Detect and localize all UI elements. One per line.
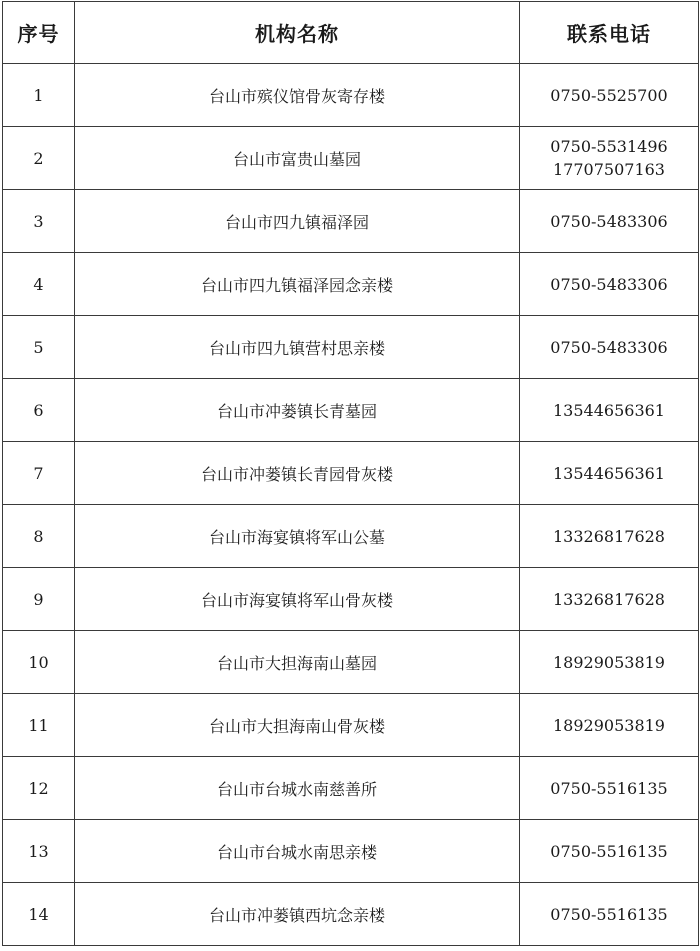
row-number: 7 xyxy=(3,442,75,505)
contact-phone-cell xyxy=(520,694,699,757)
phone-number: 13326817628 xyxy=(553,526,665,546)
institution-name: 台山市冲蒌镇西坑念亲楼 xyxy=(75,883,520,946)
contact-phone-cell xyxy=(520,316,699,379)
institution-name: 台山市台城水南思亲楼 xyxy=(75,820,520,883)
institution-name: 台山市殡仪馆骨灰寄存楼 xyxy=(75,64,520,127)
header-row xyxy=(3,2,699,64)
institution-name: 台山市冲蒌镇长青园骨灰楼 xyxy=(75,442,520,505)
row-number: 5 xyxy=(3,316,75,379)
row-number: 1 xyxy=(3,64,75,127)
contact-phone-cell xyxy=(520,253,699,316)
contact-phone-cell xyxy=(520,568,699,631)
institution-name: 台山市大担海南山骨灰楼 xyxy=(75,694,520,757)
phone-number: 13544656361 xyxy=(553,463,665,483)
institution-name: 台山市海宴镇将军山公墓 xyxy=(75,505,520,568)
row-number: 10 xyxy=(3,631,75,694)
contact-phone-cell xyxy=(520,757,699,820)
table-row xyxy=(3,253,699,316)
contact-phone-cell xyxy=(520,631,699,694)
table-row xyxy=(3,127,699,190)
phone-number: 0750-5516135 xyxy=(550,841,668,861)
contact-phone-cell xyxy=(520,127,699,190)
contact-phone-cell xyxy=(520,883,699,946)
institution-name: 台山市大担海南山墓园 xyxy=(75,631,520,694)
table-row xyxy=(3,694,699,757)
header-no: 序号 xyxy=(3,2,75,64)
institution-name: 台山市冲蒌镇长青墓园 xyxy=(75,379,520,442)
institution-name: 台山市四九镇福泽园念亲楼 xyxy=(75,253,520,316)
phone-number: 0750-5531496 xyxy=(550,137,668,156)
row-number: 13 xyxy=(3,820,75,883)
contact-table xyxy=(2,1,699,946)
phone-number: 17707507163 xyxy=(553,160,665,179)
table-row xyxy=(3,442,699,505)
phone-number: 0750-5516135 xyxy=(550,904,668,924)
row-number: 2 xyxy=(3,127,75,190)
contact-phone-cell xyxy=(520,505,699,568)
table-row xyxy=(3,820,699,883)
institution-name: 台山市四九镇福泽园 xyxy=(75,190,520,253)
row-number: 11 xyxy=(3,694,75,757)
institution-name: 台山市台城水南慈善所 xyxy=(75,757,520,820)
header-phone: 联系电话 xyxy=(520,2,699,64)
table-row xyxy=(3,190,699,253)
phone-number: 18929053819 xyxy=(553,715,665,735)
institution-name: 台山市海宴镇将军山骨灰楼 xyxy=(75,568,520,631)
institution-name: 台山市富贵山墓园 xyxy=(75,127,520,190)
table-row xyxy=(3,505,699,568)
table-row xyxy=(3,316,699,379)
contact-phone-cell xyxy=(520,64,699,127)
phone-number: 0750-5483306 xyxy=(550,337,668,357)
table-row xyxy=(3,64,699,127)
row-number: 4 xyxy=(3,253,75,316)
row-number: 6 xyxy=(3,379,75,442)
phone-number: 0750-5483306 xyxy=(550,211,668,231)
phone-number: 0750-5525700 xyxy=(550,85,668,105)
table-body xyxy=(3,64,699,946)
table-row xyxy=(3,883,699,946)
contact-phone-cell xyxy=(520,820,699,883)
header-name: 机构名称 xyxy=(75,2,520,64)
phone-number: 13544656361 xyxy=(553,400,665,420)
phone-number: 13326817628 xyxy=(553,589,665,609)
phone-number: 18929053819 xyxy=(553,652,665,672)
row-number: 12 xyxy=(3,757,75,820)
institution-name: 台山市四九镇营村思亲楼 xyxy=(75,316,520,379)
row-number: 9 xyxy=(3,568,75,631)
contact-phone-cell xyxy=(520,379,699,442)
phone-number: 0750-5483306 xyxy=(550,274,668,294)
table-row xyxy=(3,568,699,631)
contact-phone-cell xyxy=(520,190,699,253)
table-row xyxy=(3,757,699,820)
table-row xyxy=(3,631,699,694)
row-number: 14 xyxy=(3,883,75,946)
row-number: 3 xyxy=(3,190,75,253)
phone-number: 0750-5516135 xyxy=(550,778,668,798)
row-number: 8 xyxy=(3,505,75,568)
contact-phone-cell xyxy=(520,442,699,505)
table-row xyxy=(3,379,699,442)
